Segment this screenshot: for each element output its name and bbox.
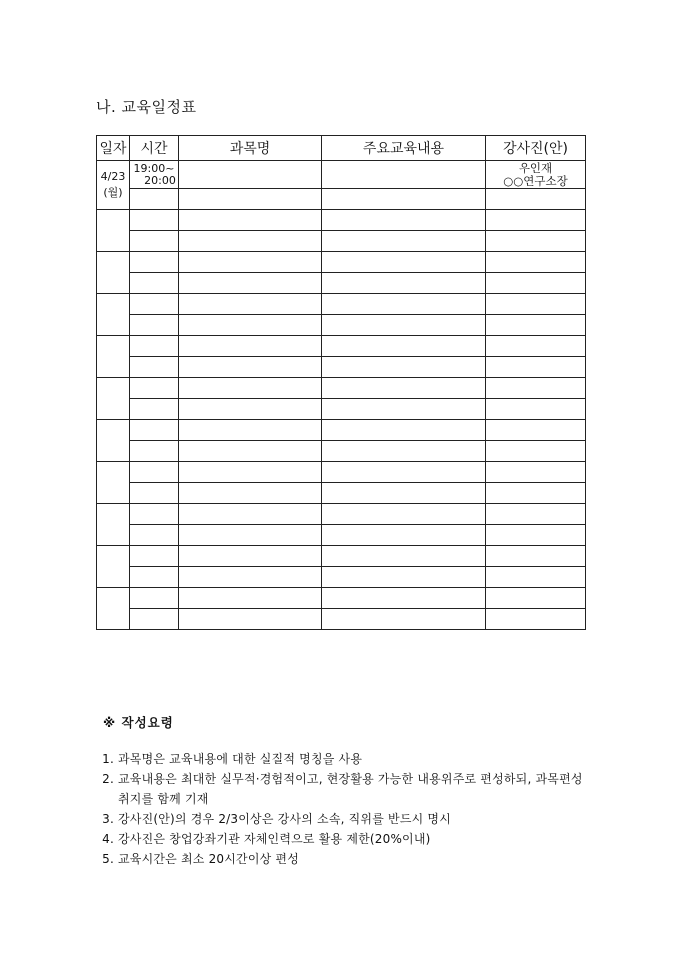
- time-cell: [130, 567, 179, 588]
- content-cell: [322, 315, 486, 336]
- content-cell: [322, 420, 486, 441]
- weekday-value: (월): [103, 186, 123, 199]
- time-cell: [130, 504, 179, 525]
- date-value: 4/23: [100, 170, 126, 183]
- header-date: 일자: [97, 136, 130, 161]
- time-cell: [130, 294, 179, 315]
- subject-cell: [179, 273, 322, 294]
- date-cell: [97, 294, 130, 336]
- time-start: 19:00~: [133, 161, 175, 175]
- content-cell: [322, 231, 486, 252]
- time-cell: [130, 609, 179, 630]
- instructor-name: 우인재: [518, 160, 553, 175]
- content-cell: [322, 210, 486, 231]
- instructor-cell: [486, 462, 586, 483]
- content-cell: [322, 161, 486, 189]
- content-cell: [322, 525, 486, 546]
- content-cell: [322, 336, 486, 357]
- subject-cell: [179, 357, 322, 378]
- table-row: [97, 161, 586, 189]
- date-cell: [97, 336, 130, 378]
- subject-cell: [179, 483, 322, 504]
- instructor-cell: [486, 210, 586, 231]
- time-cell: [130, 273, 179, 294]
- content-cell: [322, 546, 486, 567]
- table-row: [97, 609, 586, 630]
- date-cell: [97, 588, 130, 630]
- table-row: [97, 189, 586, 210]
- subject-cell: [179, 420, 322, 441]
- time-cell: [130, 161, 179, 189]
- table-row: [97, 525, 586, 546]
- list-item: 5. 교육시간은 최소 20시간이상 편성: [118, 849, 593, 869]
- date-cell: [97, 462, 130, 504]
- content-cell: [322, 189, 486, 210]
- table-row: [97, 336, 586, 357]
- subject-cell: [179, 399, 322, 420]
- time-cell: [130, 189, 179, 210]
- table-row: [97, 504, 586, 525]
- subject-cell: [179, 609, 322, 630]
- table-row: [97, 441, 586, 462]
- subject-cell: [179, 231, 322, 252]
- time-cell: [130, 588, 179, 609]
- instructor-cell: [486, 609, 586, 630]
- subject-cell: [179, 546, 322, 567]
- content-cell: [322, 567, 486, 588]
- instructor-cell: [486, 273, 586, 294]
- instructor-cell: [486, 231, 586, 252]
- instructor-cell: [486, 378, 586, 399]
- instructor-cell: [486, 315, 586, 336]
- instructor-cell: [486, 336, 586, 357]
- content-cell: [322, 441, 486, 462]
- content-cell: [322, 294, 486, 315]
- instructor-cell: [486, 357, 586, 378]
- list-item: 3. 강사진(안)의 경우 2/3이상은 강사의 소속, 직위를 반드시 명시: [118, 809, 593, 829]
- table-row: [97, 210, 586, 231]
- content-cell: [322, 378, 486, 399]
- table-row: [97, 462, 586, 483]
- instructor-cell: [486, 483, 586, 504]
- content-cell: [322, 462, 486, 483]
- table-row: [97, 315, 586, 336]
- table-row: [97, 252, 586, 273]
- date-cell: [97, 161, 130, 210]
- subject-cell: [179, 210, 322, 231]
- table-row: [97, 357, 586, 378]
- header-time: 시간: [130, 136, 179, 161]
- list-item: 1. 과목명은 교육내용에 대한 실질적 명칭을 사용: [118, 749, 593, 769]
- time-cell: [130, 462, 179, 483]
- time-end: 20:00: [144, 173, 176, 187]
- date-cell: [97, 210, 130, 252]
- subject-cell: [179, 567, 322, 588]
- time-cell: [130, 315, 179, 336]
- table-row: [97, 294, 586, 315]
- time-cell: [130, 399, 179, 420]
- time-cell: [130, 357, 179, 378]
- instructor-cell: [486, 399, 586, 420]
- schedule-table: [96, 135, 586, 630]
- time-cell: [130, 210, 179, 231]
- header-row: [97, 136, 586, 161]
- time-cell: [130, 525, 179, 546]
- instructor-cell: [486, 504, 586, 525]
- content-cell: [322, 273, 486, 294]
- date-cell: [97, 504, 130, 546]
- instructor-affiliation: ○○연구소장: [503, 173, 568, 188]
- subject-cell: [179, 441, 322, 462]
- section-title: 나. 교육일정표: [96, 98, 197, 116]
- instructor-cell: [486, 525, 586, 546]
- subject-cell: [179, 504, 322, 525]
- instructor-cell: [486, 546, 586, 567]
- content-cell: [322, 609, 486, 630]
- header-content: 주요교육내용: [322, 136, 486, 161]
- time-cell: [130, 336, 179, 357]
- date-cell: [97, 252, 130, 294]
- time-cell: [130, 441, 179, 462]
- instructor-cell: [486, 420, 586, 441]
- header-instructor: 강사진(안): [486, 136, 586, 161]
- table-row: [97, 273, 586, 294]
- content-cell: [322, 357, 486, 378]
- content-cell: [322, 588, 486, 609]
- list-item: 2. 교육내용은 최대한 실무적·경험적이고, 현장활용 가능한 내용위주로 편성하되, 과목편성 취지를 함께 기재: [118, 769, 593, 809]
- instructor-cell: [486, 189, 586, 210]
- subject-cell: [179, 462, 322, 483]
- time-cell: [130, 420, 179, 441]
- instructor-cell: [486, 567, 586, 588]
- content-cell: [322, 399, 486, 420]
- writing-guide: [103, 713, 593, 869]
- time-cell: [130, 378, 179, 399]
- table-row: [97, 420, 586, 441]
- subject-cell: [179, 161, 322, 189]
- list-item: 4. 강사진은 창업강좌기관 자체인력으로 활용 제한(20%이내): [118, 829, 593, 849]
- time-cell: [130, 252, 179, 273]
- subject-cell: [179, 588, 322, 609]
- time-cell: [130, 546, 179, 567]
- content-cell: [322, 504, 486, 525]
- date-cell: [97, 420, 130, 462]
- table-row: [97, 567, 586, 588]
- date-cell: [97, 378, 130, 420]
- content-cell: [322, 483, 486, 504]
- table-row: [97, 378, 586, 399]
- table-row: [97, 399, 586, 420]
- instructor-cell: [486, 161, 586, 189]
- subject-cell: [179, 378, 322, 399]
- header-subject: 과목명: [179, 136, 322, 161]
- instructor-cell: [486, 588, 586, 609]
- table-row: [97, 483, 586, 504]
- subject-cell: [179, 294, 322, 315]
- time-cell: [130, 483, 179, 504]
- guide-title: ※ 작성요령: [103, 715, 174, 730]
- table-row: [97, 588, 586, 609]
- subject-cell: [179, 336, 322, 357]
- table-row: [97, 546, 586, 567]
- instructor-cell: [486, 252, 586, 273]
- guide-list: [103, 749, 593, 869]
- subject-cell: [179, 189, 322, 210]
- instructor-cell: [486, 441, 586, 462]
- subject-cell: [179, 525, 322, 546]
- subject-cell: [179, 315, 322, 336]
- content-cell: [322, 252, 486, 273]
- subject-cell: [179, 252, 322, 273]
- table-row: [97, 231, 586, 252]
- instructor-cell: [486, 294, 586, 315]
- date-cell: [97, 546, 130, 588]
- time-cell: [130, 231, 179, 252]
